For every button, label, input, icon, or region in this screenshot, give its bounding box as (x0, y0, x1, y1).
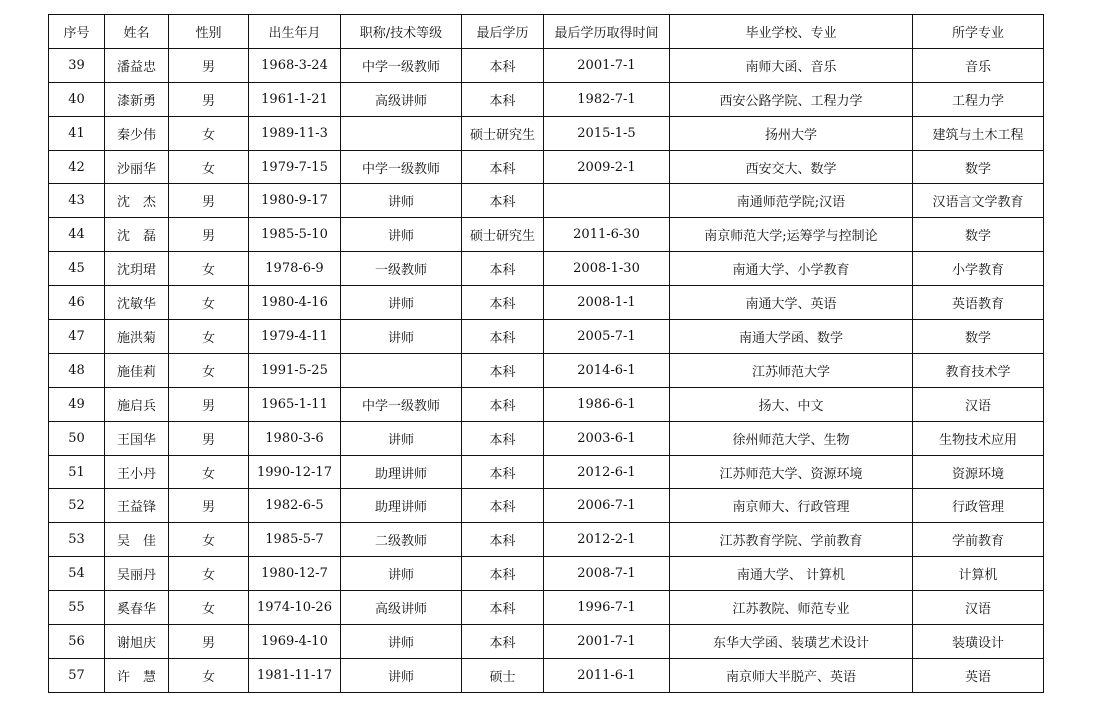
cell-col-gender: 男 (169, 218, 249, 252)
cell-col-education: 本科 (462, 625, 544, 659)
cell-col-birthdate: 1969-4-10 (249, 625, 341, 659)
cell-col-birthdate: 1985-5-7 (249, 523, 341, 557)
cell-col-education-date: 2015-1-5 (544, 116, 670, 150)
cell-col-major: 生物技术应用 (913, 421, 1044, 455)
cell-col-school-major: 西安公路学院、工程力学 (670, 82, 913, 116)
cell-col-title: 讲师 (341, 218, 462, 252)
cell-col-education-date: 2014-6-1 (544, 353, 670, 387)
cell-col-title: 讲师 (341, 625, 462, 659)
cell-col-education-date: 2011-6-1 (544, 658, 670, 692)
cell-col-school-major: 南通大学、英语 (670, 286, 913, 320)
header-col-index: 序号 (49, 15, 105, 49)
cell-col-education: 本科 (462, 252, 544, 286)
cell-col-name: 奚春华 (105, 591, 169, 625)
cell-col-gender: 男 (169, 48, 249, 82)
cell-col-education: 本科 (462, 387, 544, 421)
cell-col-school-major: 江苏教院、师范专业 (670, 591, 913, 625)
table-row (49, 252, 1044, 286)
cell-col-education: 本科 (462, 353, 544, 387)
cell-col-birthdate: 1961-1-21 (249, 82, 341, 116)
cell-col-title: 讲师 (341, 421, 462, 455)
cell-col-major: 音乐 (913, 48, 1044, 82)
cell-col-gender: 男 (169, 625, 249, 659)
cell-col-index: 39 (49, 48, 105, 82)
cell-col-birthdate: 1974-10-26 (249, 591, 341, 625)
cell-col-school-major: 南京师大、行政管理 (670, 489, 913, 523)
cell-col-gender: 男 (169, 489, 249, 523)
cell-col-education-date: 2008-7-1 (544, 557, 670, 591)
cell-col-title: 高级讲师 (341, 591, 462, 625)
header-col-education-date: 最后学历取得时间 (544, 15, 670, 49)
cell-col-major: 资源环境 (913, 455, 1044, 489)
cell-col-education-date: 2012-6-1 (544, 455, 670, 489)
cell-col-gender: 女 (169, 658, 249, 692)
cell-col-index: 40 (49, 82, 105, 116)
cell-col-school-major: 南京师大半脱产、英语 (670, 658, 913, 692)
cell-col-index: 54 (49, 557, 105, 591)
cell-col-major: 小学教育 (913, 252, 1044, 286)
table-row (49, 116, 1044, 150)
cell-col-education: 本科 (462, 286, 544, 320)
table-row (49, 557, 1044, 591)
table-row (49, 286, 1044, 320)
cell-col-birthdate: 1979-7-15 (249, 150, 341, 184)
cell-col-title: 中学一级教师 (341, 48, 462, 82)
cell-col-gender: 男 (169, 387, 249, 421)
cell-col-index: 42 (49, 150, 105, 184)
cell-col-education-date: 1982-7-1 (544, 82, 670, 116)
cell-col-title: 中学一级教师 (341, 387, 462, 421)
cell-col-birthdate: 1985-5-10 (249, 218, 341, 252)
cell-col-major: 数学 (913, 150, 1044, 184)
cell-col-name: 沈玥珺 (105, 252, 169, 286)
table-row (49, 658, 1044, 692)
cell-col-index: 51 (49, 455, 105, 489)
cell-col-major: 行政管理 (913, 489, 1044, 523)
cell-col-education: 本科 (462, 557, 544, 591)
cell-col-school-major: 徐州师范大学、生物 (670, 421, 913, 455)
cell-col-index: 55 (49, 591, 105, 625)
cell-col-education: 硕士研究生 (462, 116, 544, 150)
cell-col-title: 讲师 (341, 320, 462, 354)
cell-col-education: 本科 (462, 320, 544, 354)
cell-col-index: 48 (49, 353, 105, 387)
cell-col-name: 王国华 (105, 421, 169, 455)
cell-col-name: 王益锋 (105, 489, 169, 523)
cell-col-birthdate: 1991-5-25 (249, 353, 341, 387)
cell-col-gender: 女 (169, 286, 249, 320)
cell-col-title: 助理讲师 (341, 455, 462, 489)
cell-col-birthdate: 1980-4-16 (249, 286, 341, 320)
cell-col-school-major: 南通大学、 计算机 (670, 557, 913, 591)
cell-col-title: 中学一级教师 (341, 150, 462, 184)
cell-col-name: 吴丽丹 (105, 557, 169, 591)
table-row (49, 48, 1044, 82)
cell-col-education: 本科 (462, 523, 544, 557)
cell-col-gender: 女 (169, 252, 249, 286)
table-row (49, 591, 1044, 625)
cell-col-education-date: 2011-6-30 (544, 218, 670, 252)
cell-col-major: 数学 (913, 320, 1044, 354)
cell-col-title: 助理讲师 (341, 489, 462, 523)
table-row (49, 82, 1044, 116)
table-row (49, 625, 1044, 659)
cell-col-name: 沙丽华 (105, 150, 169, 184)
table-row (49, 353, 1044, 387)
cell-col-birthdate: 1980-9-17 (249, 184, 341, 218)
cell-col-education-date: 2008-1-1 (544, 286, 670, 320)
cell-col-title: 讲师 (341, 184, 462, 218)
cell-col-birthdate: 1982-6-5 (249, 489, 341, 523)
cell-col-major: 工程力学 (913, 82, 1044, 116)
cell-col-birthdate: 1989-11-3 (249, 116, 341, 150)
cell-col-major: 教育技术学 (913, 353, 1044, 387)
cell-col-gender: 女 (169, 523, 249, 557)
cell-col-birthdate: 1978-6-9 (249, 252, 341, 286)
cell-col-school-major: 西安交大、数学 (670, 150, 913, 184)
cell-col-education-date: 2006-7-1 (544, 489, 670, 523)
table-row (49, 523, 1044, 557)
cell-col-major: 汉语 (913, 591, 1044, 625)
cell-col-name: 沈 磊 (105, 218, 169, 252)
cell-col-major: 英语教育 (913, 286, 1044, 320)
cell-col-birthdate: 1981-11-17 (249, 658, 341, 692)
cell-col-birthdate: 1980-3-6 (249, 421, 341, 455)
table-row (49, 218, 1044, 252)
cell-col-index: 56 (49, 625, 105, 659)
cell-col-name: 施启兵 (105, 387, 169, 421)
cell-col-name: 秦少伟 (105, 116, 169, 150)
cell-col-index: 47 (49, 320, 105, 354)
cell-col-education-date: 2008-1-30 (544, 252, 670, 286)
cell-col-gender: 女 (169, 320, 249, 354)
cell-col-education-date (544, 184, 670, 218)
cell-col-school-major: 东华大学函、装璜艺术设计 (670, 625, 913, 659)
cell-col-education: 硕士 (462, 658, 544, 692)
cell-col-school-major: 扬州大学 (670, 116, 913, 150)
header-col-education: 最后学历 (462, 15, 544, 49)
cell-col-school-major: 南通大学函、数学 (670, 320, 913, 354)
cell-col-education-date: 2003-6-1 (544, 421, 670, 455)
cell-col-title (341, 353, 462, 387)
cell-col-education: 本科 (462, 48, 544, 82)
cell-col-gender: 男 (169, 421, 249, 455)
cell-col-education: 本科 (462, 455, 544, 489)
cell-col-name: 施佳莉 (105, 353, 169, 387)
cell-col-name: 漆新勇 (105, 82, 169, 116)
cell-col-education: 本科 (462, 591, 544, 625)
header-col-name: 姓名 (105, 15, 169, 49)
cell-col-major: 汉语言文学教育 (913, 184, 1044, 218)
cell-col-birthdate: 1979-4-11 (249, 320, 341, 354)
cell-col-gender: 女 (169, 455, 249, 489)
header-col-gender: 性别 (169, 15, 249, 49)
cell-col-title: 讲师 (341, 286, 462, 320)
cell-col-name: 谢旭庆 (105, 625, 169, 659)
cell-col-major: 学前教育 (913, 523, 1044, 557)
cell-col-education: 本科 (462, 489, 544, 523)
cell-col-birthdate: 1980-12-7 (249, 557, 341, 591)
cell-col-education-date: 2005-7-1 (544, 320, 670, 354)
cell-col-name: 施洪菊 (105, 320, 169, 354)
cell-col-major: 建筑与土木工程 (913, 116, 1044, 150)
table-row (49, 150, 1044, 184)
cell-col-title: 高级讲师 (341, 82, 462, 116)
cell-col-birthdate: 1965-1-11 (249, 387, 341, 421)
cell-col-index: 45 (49, 252, 105, 286)
cell-col-major: 数学 (913, 218, 1044, 252)
cell-col-education: 本科 (462, 184, 544, 218)
cell-col-name: 许 慧 (105, 658, 169, 692)
cell-col-birthdate: 1990-12-17 (249, 455, 341, 489)
cell-col-index: 53 (49, 523, 105, 557)
cell-col-school-major: 江苏师范大学 (670, 353, 913, 387)
cell-col-education-date: 2001-7-1 (544, 48, 670, 82)
cell-col-index: 52 (49, 489, 105, 523)
header-col-school-major: 毕业学校、专业 (670, 15, 913, 49)
header-col-title: 职称/技术等级 (341, 15, 462, 49)
table-row (49, 320, 1044, 354)
cell-col-gender: 女 (169, 116, 249, 150)
cell-col-birthdate: 1968-3-24 (249, 48, 341, 82)
cell-col-gender: 女 (169, 353, 249, 387)
cell-col-index: 46 (49, 286, 105, 320)
table-row (49, 489, 1044, 523)
cell-col-name: 沈敏华 (105, 286, 169, 320)
header-col-major: 所学专业 (913, 15, 1044, 49)
cell-col-school-major: 南通大学、小学教育 (670, 252, 913, 286)
cell-col-index: 41 (49, 116, 105, 150)
cell-col-gender: 男 (169, 82, 249, 116)
cell-col-education: 本科 (462, 421, 544, 455)
cell-col-major: 装璜设计 (913, 625, 1044, 659)
cell-col-school-major: 江苏师范大学、资源环境 (670, 455, 913, 489)
cell-col-name: 沈 杰 (105, 184, 169, 218)
cell-col-education: 硕士研究生 (462, 218, 544, 252)
cell-col-name: 吴 佳 (105, 523, 169, 557)
table-row (49, 387, 1044, 421)
cell-col-title: 讲师 (341, 557, 462, 591)
cell-col-education-date: 1996-7-1 (544, 591, 670, 625)
cell-col-title: 二级教师 (341, 523, 462, 557)
cell-col-education-date: 2009-2-1 (544, 150, 670, 184)
cell-col-major: 英语 (913, 658, 1044, 692)
cell-col-major: 计算机 (913, 557, 1044, 591)
cell-col-education: 本科 (462, 150, 544, 184)
cell-col-index: 50 (49, 421, 105, 455)
cell-col-gender: 女 (169, 591, 249, 625)
cell-col-education-date: 2012-2-1 (544, 523, 670, 557)
cell-col-school-major: 南通师范学院;汉语 (670, 184, 913, 218)
table-row (49, 421, 1044, 455)
cell-col-school-major: 扬大、中文 (670, 387, 913, 421)
cell-col-school-major: 南京师范大学;运筹学与控制论 (670, 218, 913, 252)
cell-col-gender: 女 (169, 557, 249, 591)
cell-col-name: 潘益忠 (105, 48, 169, 82)
table-row (49, 184, 1044, 218)
cell-col-index: 49 (49, 387, 105, 421)
cell-col-name: 王小丹 (105, 455, 169, 489)
cell-col-education-date: 2001-7-1 (544, 625, 670, 659)
cell-col-school-major: 江苏教育学院、学前教育 (670, 523, 913, 557)
cell-col-major: 汉语 (913, 387, 1044, 421)
cell-col-gender: 女 (169, 150, 249, 184)
cell-col-index: 44 (49, 218, 105, 252)
table-body (49, 48, 1044, 692)
cell-col-index: 43 (49, 184, 105, 218)
header-row (49, 15, 1044, 49)
cell-col-gender: 男 (169, 184, 249, 218)
cell-col-school-major: 南师大函、音乐 (670, 48, 913, 82)
cell-col-title: 一级教师 (341, 252, 462, 286)
cell-col-title: 讲师 (341, 658, 462, 692)
cell-col-index: 57 (49, 658, 105, 692)
cell-col-education-date: 1986-6-1 (544, 387, 670, 421)
cell-col-education: 本科 (462, 82, 544, 116)
table-row (49, 455, 1044, 489)
staff-roster-table (48, 14, 1044, 693)
cell-col-title (341, 116, 462, 150)
header-col-birthdate: 出生年月 (249, 15, 341, 49)
